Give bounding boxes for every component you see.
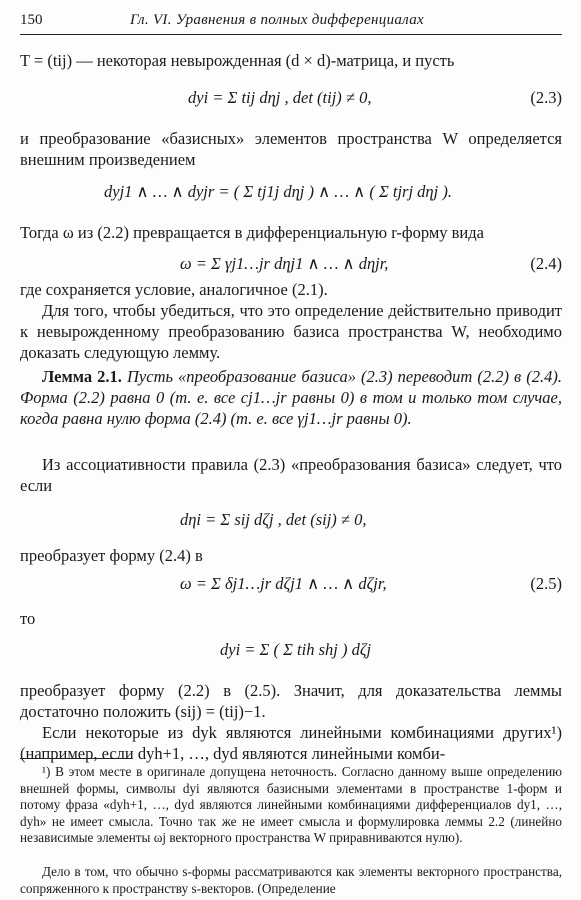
- equation-exterior-product-body: dyj1 ∧ … ∧ dyjr = ( Σ tj1j dηj ) ∧ … ∧ ( Σ tjrj dηj ).: [104, 182, 452, 201]
- equation-2-4-number: (2.4): [530, 254, 562, 273]
- footnote-continuation: Дело в том, что обычно s-формы рассматриваются как элементы векторного пространства, сопряженного к пространству s-векторов. (Определение: [20, 864, 562, 896]
- lemma-statement: Пусть «преобразование базиса» (2.3) переводит (2.2) в (2.4). Форма (2.2) равна 0 (т. е. все cj1…jr равны 0) в том и только том случае, когда равна нулю форма (2.4) (т. е. все γj1…jr равны 0).: [20, 367, 563, 428]
- paragraph-associativity: Из ассоциативности правила (2.3) «преобразования базиса» следует, что если: [20, 455, 562, 495]
- equation-composition-body: dyi = Σ ( Σ tih shj ) dζj: [220, 640, 372, 659]
- equation-2-5-body: ω = Σ δj1…jr dζj1 ∧ … ∧ dζjr,: [180, 574, 387, 593]
- paragraph-transforms-form: преобразует форму (2.4) в: [20, 546, 203, 565]
- paragraph-lemma-proof: преобразует форму (2.2) в (2.5). Значит, для доказательства леммы достаточно положить (sij) = (tij)−1.: [20, 681, 562, 721]
- paragraph-lemma-motivation: Для того, чтобы убедиться, что это определение действительно приводит к невырожденному преобразованию базиса пространства W, необходимо доказать следующую лемму.: [20, 301, 562, 362]
- lemma-2-1: [20, 366, 562, 429]
- page-number: 150: [20, 12, 43, 28]
- lemma-title: Лемма 2.1.: [42, 367, 122, 386]
- footnote-1: ¹) В этом месте в оригинале допущена неточность. Согласно данному выше определению внешней формы, символы dyi являются базисными элементами в пространстве 1-форм и потому фраза «dyh+1, …, dyd являются линейными комбинациями дифференциалов dy1, …, dyh» не имеет смысла. Точно так же не имеет смысла и формулировка леммы 2.2 (линейно независимые элементы ωj векторного пространства W приравниваются нулю).: [20, 764, 562, 845]
- equation-composition: [20, 624, 562, 674]
- paragraph-linear-combinations: Если некоторые из dyk являются линейными комбинациями других¹) (например, если dyh+1, …, dyd являются линейными комби-: [20, 723, 562, 763]
- paragraph-r-form: Тогда ω из (2.2) превращается в дифференциальную r-форму вида: [20, 223, 484, 242]
- paragraph-then: то: [20, 609, 36, 628]
- running-title: Гл. VI. Уравнения в полных дифференциалах: [130, 12, 424, 28]
- equation-s-transform: [20, 498, 562, 548]
- running-header: [20, 12, 562, 35]
- equation-exterior-product: [20, 172, 562, 222]
- equation-2-4-body: ω = Σ γj1…jr dηj1 ∧ … ∧ dηjr,: [180, 254, 389, 273]
- paragraph-basis-transform: и преобразование «базисных» элементов пространства W определяется внешним произведением: [20, 129, 562, 169]
- book-page: [20, 0, 562, 900]
- footnote-separator: [20, 758, 132, 759]
- paragraph-condition: где сохраняется условие, аналогичное (2.1).: [20, 280, 328, 299]
- paragraph-matrix-intro: T = (tij) — некоторая невырожденная (d × d)-матрица, и пусть: [20, 51, 455, 70]
- equation-2-3-body: dyi = Σ tij dηj , det (tij) ≠ 0,: [188, 88, 372, 107]
- equation-2-3: [20, 80, 562, 130]
- equation-2-3-number: (2.3): [530, 88, 562, 107]
- equation-2-5-number: (2.5): [530, 574, 562, 593]
- equation-s-transform-body: dηi = Σ sij dζj , det (sij) ≠ 0,: [180, 510, 367, 529]
